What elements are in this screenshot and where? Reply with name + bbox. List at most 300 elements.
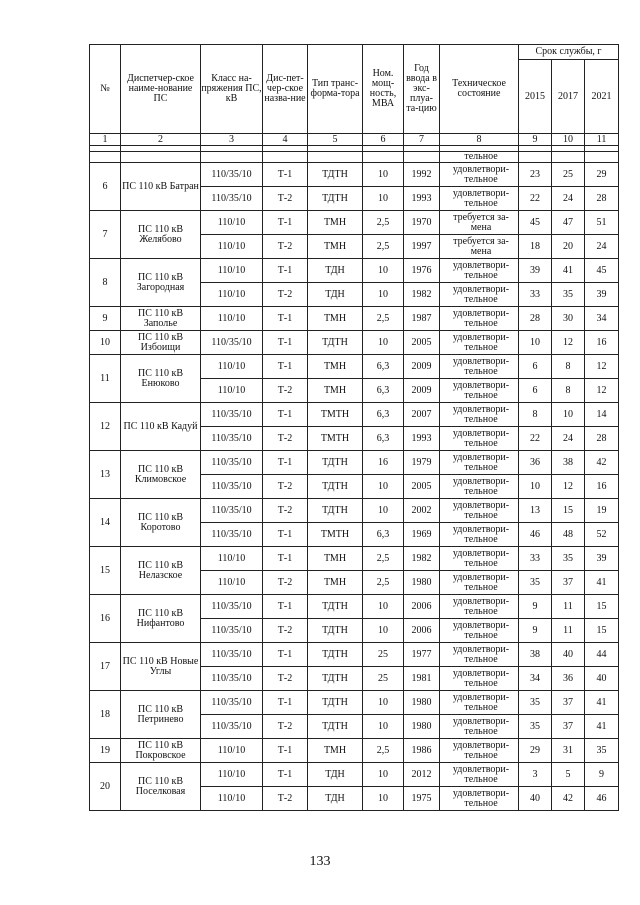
transformer-designation: Т-1 (263, 163, 308, 187)
transformer-type: ТДТН (308, 499, 363, 523)
commissioning-year: 1980 (404, 715, 440, 739)
transformer-designation: Т-1 (263, 451, 308, 475)
service-2021: 15 (585, 619, 619, 643)
commissioning-year: 1976 (404, 259, 440, 283)
service-2017: 12 (552, 475, 585, 499)
row-number: 14 (90, 499, 121, 547)
technical-state: удовлетвори-тельное (440, 163, 519, 187)
voltage-class: 110/10 (201, 259, 263, 283)
service-2017: 8 (552, 379, 585, 403)
service-2015: 18 (519, 235, 552, 259)
table-row (90, 739, 619, 763)
row-number: 20 (90, 763, 121, 811)
transformer-type: ТМН (308, 235, 363, 259)
table-row (90, 211, 619, 235)
row-number: 18 (90, 691, 121, 739)
service-2015: 10 (519, 475, 552, 499)
voltage-class: 110/35/10 (201, 499, 263, 523)
column-number: 2 (121, 134, 201, 146)
service-2017: 47 (552, 211, 585, 235)
service-2017: 5 (552, 763, 585, 787)
substation-name: ПС 110 кВ Кадуй (121, 403, 201, 451)
transformer-type: ТДН (308, 787, 363, 811)
service-2021: 12 (585, 379, 619, 403)
voltage-class: 110/35/10 (201, 451, 263, 475)
service-2015: 6 (519, 355, 552, 379)
voltage-class: 110/35/10 (201, 331, 263, 355)
substation-name: ПС 110 кВ Петринево (121, 691, 201, 739)
transformer-type: ТДТН (308, 595, 363, 619)
voltage-class: 110/35/10 (201, 523, 263, 547)
service-2017: 37 (552, 691, 585, 715)
service-2021: 16 (585, 331, 619, 355)
commissioning-year: 1979 (404, 451, 440, 475)
transformer-type: ТДТН (308, 691, 363, 715)
row-number: 10 (90, 331, 121, 355)
row-number: 17 (90, 643, 121, 691)
service-2015: 36 (519, 451, 552, 475)
technical-state: удовлетвори-тельное (440, 499, 519, 523)
transformer-type: ТДТН (308, 667, 363, 691)
transformer-type: ТМН (308, 307, 363, 331)
rated-power: 25 (363, 667, 404, 691)
commissioning-year: 2007 (404, 403, 440, 427)
service-2017: 11 (552, 595, 585, 619)
transformer-designation: Т-2 (263, 619, 308, 643)
service-2021: 45 (585, 259, 619, 283)
service-2021: 24 (585, 235, 619, 259)
technical-state: удовлетвори-тельное (440, 571, 519, 595)
row-number: 19 (90, 739, 121, 763)
service-2021: 51 (585, 211, 619, 235)
column-number: 6 (363, 134, 404, 146)
rated-power: 10 (363, 331, 404, 355)
transformer-type: ТМН (308, 355, 363, 379)
substations-table (89, 44, 619, 811)
transformer-designation: Т-1 (263, 739, 308, 763)
service-2015: 10 (519, 331, 552, 355)
technical-state: удовлетвори-тельное (440, 739, 519, 763)
service-2017: 36 (552, 667, 585, 691)
service-2021: 44 (585, 643, 619, 667)
rated-power: 10 (363, 475, 404, 499)
rated-power: 10 (363, 163, 404, 187)
commissioning-year: 2012 (404, 763, 440, 787)
service-2021: 19 (585, 499, 619, 523)
substation-name: ПС 110 кВ Батран (121, 163, 201, 211)
service-2021: 39 (585, 547, 619, 571)
voltage-class: 110/10 (201, 547, 263, 571)
service-2015: 38 (519, 643, 552, 667)
service-2015: 22 (519, 187, 552, 211)
technical-state: удовлетвори-тельное (440, 427, 519, 451)
substation-name: ПС 110 кВ Нифантово (121, 595, 201, 643)
rated-power: 10 (363, 187, 404, 211)
rated-power: 10 (363, 715, 404, 739)
column-number: 4 (263, 134, 308, 146)
substation-name: ПС 110 кВ Поселковая (121, 763, 201, 811)
commissioning-year: 1982 (404, 283, 440, 307)
transformer-designation: Т-2 (263, 571, 308, 595)
voltage-class: 110/10 (201, 787, 263, 811)
substation-name: ПС 110 кВ Новые Углы (121, 643, 201, 691)
service-2017: 25 (552, 163, 585, 187)
transformer-type: ТМН (308, 571, 363, 595)
commissioning-year: 1986 (404, 739, 440, 763)
transformer-type: ТМТН (308, 427, 363, 451)
commissioning-year: 1977 (404, 643, 440, 667)
column-number: 7 (404, 134, 440, 146)
voltage-class: 110/10 (201, 355, 263, 379)
service-2021: 41 (585, 571, 619, 595)
substation-name: ПС 110 кВ Заполье (121, 307, 201, 331)
service-2021: 9 (585, 763, 619, 787)
substation-name: ПС 110 кВ Коротово (121, 499, 201, 547)
substation-name: ПС 110 кВ Покровское (121, 739, 201, 763)
service-2021: 52 (585, 523, 619, 547)
voltage-class: 110/10 (201, 211, 263, 235)
continued-row (90, 152, 619, 163)
row-number: 15 (90, 547, 121, 595)
row-number: 6 (90, 163, 121, 211)
transformer-designation: Т-2 (263, 475, 308, 499)
technical-state: удовлетвори-тельное (440, 475, 519, 499)
row-number: 7 (90, 211, 121, 259)
transformer-designation: Т-1 (263, 259, 308, 283)
column-number: 5 (308, 134, 363, 146)
header-type: Тип транс-форма-тора (308, 45, 363, 134)
service-2017: 11 (552, 619, 585, 643)
row-number: 8 (90, 259, 121, 307)
service-2015: 28 (519, 307, 552, 331)
technical-state: удовлетвори-тельное (440, 643, 519, 667)
table-row (90, 643, 619, 667)
service-2015: 39 (519, 259, 552, 283)
transformer-type: ТДТН (308, 163, 363, 187)
table-row (90, 595, 619, 619)
header-year-2021: 2021 (585, 60, 619, 134)
column-number: 3 (201, 134, 263, 146)
transformer-designation: Т-2 (263, 379, 308, 403)
service-2015: 34 (519, 667, 552, 691)
rated-power: 10 (363, 595, 404, 619)
service-2021: 41 (585, 691, 619, 715)
service-2017: 48 (552, 523, 585, 547)
commissioning-year: 2002 (404, 499, 440, 523)
voltage-class: 110/35/10 (201, 643, 263, 667)
commissioning-year: 1993 (404, 187, 440, 211)
technical-state: удовлетвори-тельное (440, 403, 519, 427)
technical-state: удовлетвори-тельное (440, 331, 519, 355)
service-2021: 42 (585, 451, 619, 475)
service-2015: 33 (519, 547, 552, 571)
commissioning-year: 2006 (404, 619, 440, 643)
service-2017: 30 (552, 307, 585, 331)
row-number: 11 (90, 355, 121, 403)
voltage-class: 110/10 (201, 763, 263, 787)
service-2015: 3 (519, 763, 552, 787)
rated-power: 6,3 (363, 427, 404, 451)
service-2017: 41 (552, 259, 585, 283)
commissioning-year: 1987 (404, 307, 440, 331)
commissioning-year: 1981 (404, 667, 440, 691)
substation-name: ПС 110 кВ Енюково (121, 355, 201, 403)
transformer-type: ТМН (308, 379, 363, 403)
transformer-designation: Т-2 (263, 283, 308, 307)
column-number: 1 (90, 134, 121, 146)
table-row (90, 307, 619, 331)
table-row (90, 355, 619, 379)
technical-state: удовлетвори-тельное (440, 667, 519, 691)
voltage-class: 110/10 (201, 283, 263, 307)
voltage-class: 110/10 (201, 379, 263, 403)
transformer-type: ТДТН (308, 187, 363, 211)
header-num: № (90, 45, 121, 134)
commissioning-year: 2005 (404, 475, 440, 499)
rated-power: 10 (363, 619, 404, 643)
rated-power: 6,3 (363, 379, 404, 403)
commissioning-year: 1982 (404, 547, 440, 571)
transformer-type: ТДТН (308, 715, 363, 739)
service-2021: 35 (585, 739, 619, 763)
commissioning-year: 1997 (404, 235, 440, 259)
header-power: Ном. мощ-ность, МВА (363, 45, 404, 134)
table-row (90, 163, 619, 187)
service-2015: 35 (519, 691, 552, 715)
substation-name: ПС 110 кВ Избоищи (121, 331, 201, 355)
transformer-designation: Т-1 (263, 595, 308, 619)
transformer-designation: Т-2 (263, 235, 308, 259)
service-2015: 9 (519, 595, 552, 619)
rated-power: 10 (363, 283, 404, 307)
service-2015: 8 (519, 403, 552, 427)
transformer-designation: Т-1 (263, 547, 308, 571)
service-2021: 12 (585, 355, 619, 379)
rated-power: 10 (363, 499, 404, 523)
transformer-designation: Т-1 (263, 403, 308, 427)
commissioning-year: 1970 (404, 211, 440, 235)
substation-name: ПС 110 кВ Загородная (121, 259, 201, 307)
service-2015: 22 (519, 427, 552, 451)
column-number: 8 (440, 134, 519, 146)
transformer-type: ТДН (308, 283, 363, 307)
commissioning-year: 2009 (404, 355, 440, 379)
transformer-designation: Т-2 (263, 787, 308, 811)
voltage-class: 110/35/10 (201, 715, 263, 739)
technical-state: удовлетвори-тельное (440, 259, 519, 283)
rated-power: 2,5 (363, 235, 404, 259)
service-2015: 9 (519, 619, 552, 643)
column-numbers-row (90, 134, 619, 146)
transformer-type: ТМН (308, 211, 363, 235)
service-2017: 12 (552, 331, 585, 355)
page-number: 133 (309, 854, 331, 869)
transformer-designation: Т-1 (263, 355, 308, 379)
service-2015: 45 (519, 211, 552, 235)
technical-state: удовлетвори-тельное (440, 619, 519, 643)
service-2017: 15 (552, 499, 585, 523)
transformer-type: ТМТН (308, 403, 363, 427)
rated-power: 10 (363, 259, 404, 283)
commissioning-year: 2006 (404, 595, 440, 619)
table-row (90, 331, 619, 355)
technical-state: удовлетвори-тельное (440, 283, 519, 307)
service-2021: 41 (585, 715, 619, 739)
commissioning-year: 2009 (404, 379, 440, 403)
commissioning-year: 1969 (404, 523, 440, 547)
service-2017: 20 (552, 235, 585, 259)
rated-power: 16 (363, 451, 404, 475)
continued-state: тельное (440, 152, 519, 163)
rated-power: 2,5 (363, 307, 404, 331)
transformer-type: ТМН (308, 739, 363, 763)
table-row (90, 691, 619, 715)
service-2017: 38 (552, 451, 585, 475)
service-2017: 42 (552, 787, 585, 811)
voltage-class: 110/35/10 (201, 403, 263, 427)
rated-power: 6,3 (363, 355, 404, 379)
rated-power: 2,5 (363, 739, 404, 763)
service-2015: 29 (519, 739, 552, 763)
table-row (90, 403, 619, 427)
voltage-class: 110/35/10 (201, 619, 263, 643)
technical-state: удовлетвори-тельное (440, 691, 519, 715)
header-name: Диспетчер-ское наиме-нование ПС (121, 45, 201, 134)
rated-power: 25 (363, 643, 404, 667)
row-number: 16 (90, 595, 121, 643)
commissioning-year: 1975 (404, 787, 440, 811)
column-number: 11 (585, 134, 619, 146)
service-2015: 35 (519, 571, 552, 595)
voltage-class: 110/10 (201, 235, 263, 259)
service-2017: 10 (552, 403, 585, 427)
column-number: 9 (519, 134, 552, 146)
service-2021: 14 (585, 403, 619, 427)
transformer-designation: Т-2 (263, 715, 308, 739)
voltage-class: 110/10 (201, 571, 263, 595)
service-2017: 31 (552, 739, 585, 763)
service-2017: 24 (552, 427, 585, 451)
technical-state: удовлетвори-тельное (440, 787, 519, 811)
transformer-designation: Т-1 (263, 523, 308, 547)
rated-power: 6,3 (363, 523, 404, 547)
table-row (90, 451, 619, 475)
voltage-class: 110/10 (201, 739, 263, 763)
commissioning-year: 1980 (404, 571, 440, 595)
technical-state: удовлетвори-тельное (440, 451, 519, 475)
service-2021: 15 (585, 595, 619, 619)
voltage-class: 110/35/10 (201, 667, 263, 691)
transformer-type: ТДН (308, 259, 363, 283)
substation-name: ПС 110 кВ Нелазское (121, 547, 201, 595)
service-2015: 23 (519, 163, 552, 187)
transformer-designation: Т-1 (263, 763, 308, 787)
table-row (90, 259, 619, 283)
voltage-class: 110/35/10 (201, 427, 263, 451)
technical-state: требуется за-мена (440, 235, 519, 259)
service-2021: 16 (585, 475, 619, 499)
technical-state: удовлетвори-тельное (440, 379, 519, 403)
table-row (90, 763, 619, 787)
service-2017: 35 (552, 547, 585, 571)
service-2021: 40 (585, 667, 619, 691)
technical-state: удовлетвори-тельное (440, 595, 519, 619)
transformer-type: ТМТН (308, 523, 363, 547)
transformer-type: ТДН (308, 763, 363, 787)
transformer-designation: Т-1 (263, 331, 308, 355)
voltage-class: 110/10 (201, 307, 263, 331)
service-2021: 34 (585, 307, 619, 331)
transformer-type: ТДТН (308, 451, 363, 475)
service-2015: 6 (519, 379, 552, 403)
header-service-life: Срок службы, г (519, 45, 619, 60)
service-2021: 28 (585, 187, 619, 211)
commissioning-year: 1993 (404, 427, 440, 451)
voltage-class: 110/35/10 (201, 595, 263, 619)
technical-state: удовлетвори-тельное (440, 763, 519, 787)
voltage-class: 110/35/10 (201, 691, 263, 715)
technical-state: удовлетвори-тельное (440, 523, 519, 547)
transformer-designation: Т-1 (263, 691, 308, 715)
transformer-type: ТДТН (308, 331, 363, 355)
commissioning-year: 2005 (404, 331, 440, 355)
service-2015: 13 (519, 499, 552, 523)
transformer-designation: Т-1 (263, 643, 308, 667)
service-2015: 33 (519, 283, 552, 307)
technical-state: удовлетвори-тельное (440, 547, 519, 571)
transformer-type: ТДТН (308, 619, 363, 643)
rated-power: 10 (363, 763, 404, 787)
header-year-2015: 2015 (519, 60, 552, 134)
transformer-designation: Т-2 (263, 667, 308, 691)
transformer-designation: Т-1 (263, 211, 308, 235)
table-row (90, 499, 619, 523)
column-number: 10 (552, 134, 585, 146)
service-2017: 37 (552, 571, 585, 595)
rated-power: 2,5 (363, 211, 404, 235)
transformer-designation: Т-1 (263, 307, 308, 331)
voltage-class: 110/35/10 (201, 187, 263, 211)
rated-power: 2,5 (363, 547, 404, 571)
row-number: 9 (90, 307, 121, 331)
substation-name: ПС 110 кВ Желябово (121, 211, 201, 259)
service-2017: 40 (552, 643, 585, 667)
service-2015: 40 (519, 787, 552, 811)
header-year-2017: 2017 (552, 60, 585, 134)
header-state: Техническое состояние (440, 45, 519, 134)
transformer-designation: Т-2 (263, 187, 308, 211)
table-row (90, 547, 619, 571)
header-voltage: Класс на-пряжения ПС, кВ (201, 45, 263, 134)
transformer-type: ТДТН (308, 643, 363, 667)
service-2021: 28 (585, 427, 619, 451)
technical-state: удовлетвори-тельное (440, 715, 519, 739)
rated-power: 2,5 (363, 571, 404, 595)
technical-state: удовлетвори-тельное (440, 307, 519, 331)
transformer-type: ТМН (308, 547, 363, 571)
service-2021: 46 (585, 787, 619, 811)
technical-state: удовлетвори-тельное (440, 355, 519, 379)
transformer-designation: Т-2 (263, 499, 308, 523)
technical-state: удовлетвори-тельное (440, 187, 519, 211)
service-2015: 46 (519, 523, 552, 547)
header-year: Год ввода в экс-плуа-та-цию (404, 45, 440, 134)
service-2017: 35 (552, 283, 585, 307)
row-number: 12 (90, 403, 121, 451)
row-number: 13 (90, 451, 121, 499)
transformer-designation: Т-2 (263, 427, 308, 451)
commissioning-year: 1992 (404, 163, 440, 187)
